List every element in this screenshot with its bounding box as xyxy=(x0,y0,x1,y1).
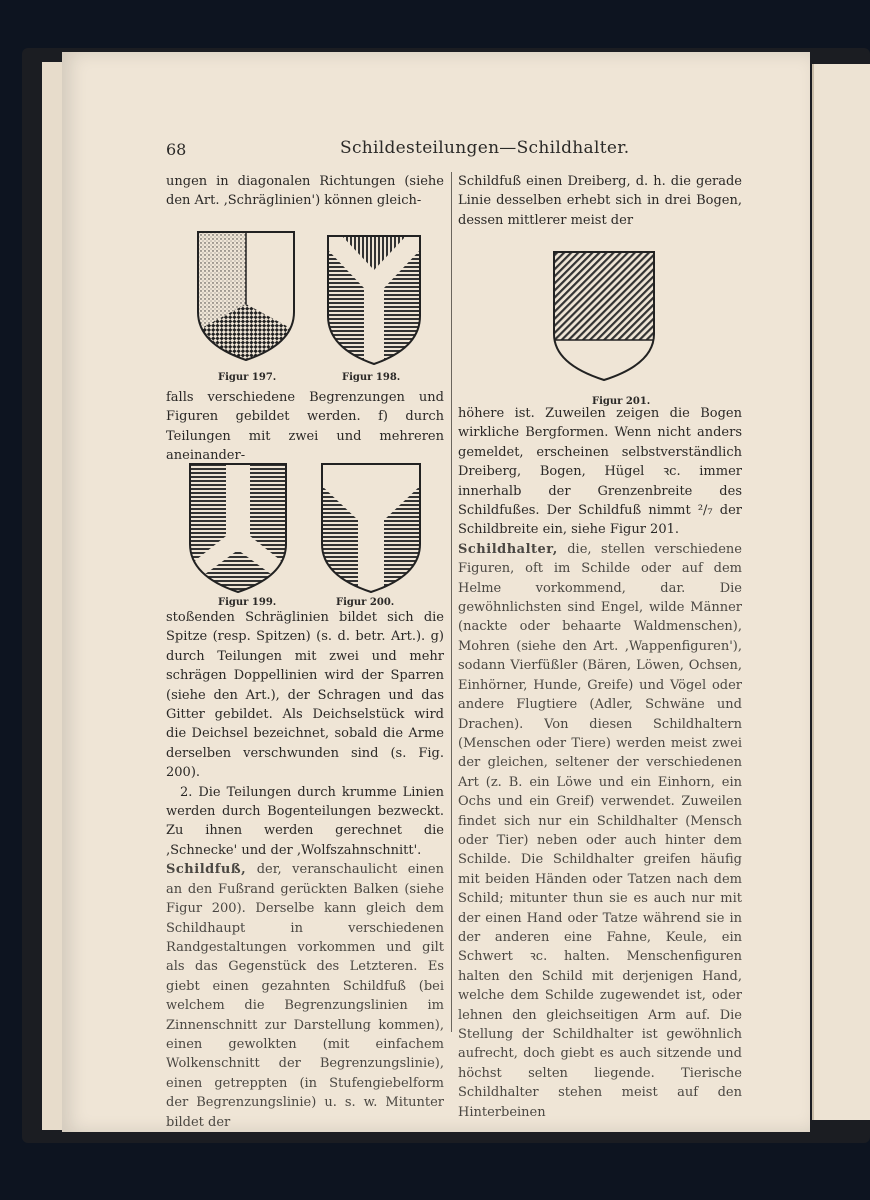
left-paragraph-2: falls verschiedene Begrenzungen und Figuren gebildet werden. f) durch Teilungen mit zwei und mehreren aneinander- xyxy=(166,390,444,464)
figure-200-shield xyxy=(318,460,424,596)
page-number: 68 xyxy=(166,140,187,159)
right-paragraph-2: höhere ist. Zuweilen zeigen die Bogen wirkliche Bergformen. Wenn nicht anders gemeldet, erscheinen selbstverständlich Dreiberg, Bogen, Hügel ꝛc. immer innerhalb der Grenzenbreite des Schildfußes. Der Schildfuß nimmt ²/₇ der Schildbreite ein, siehe Figur 201. xyxy=(458,406,742,538)
right-paragraph-3-text: die, stellen verschiedene Figuren, oft im Schilde oder auf dem Helme vorkommend, dar. Die gewöhnlichsten sind Engel, wilde Männer (nackte oder behaarte Waldmenschen), Mohren (siehe den Art. ‚Wappenfiguren'), sodann Vierfüßler (Bären, Löwen, Ochsen, Einhörner, Hunde, Greife) und Vögel oder andere Flugtiere (Adler, Schwäne und Drachen). Von diesen Schildhaltern (Menschen oder Tiere) werden meist zwei der gleichen, seltener der verschiedenen Art (z. B. ein Löwe und ein Einhorn, ein Ochs und ein Greif) verwendet. Zuweilen findet sich nur ein Schildhalter (Mensch oder Tier) neben oder auch hinter dem Schilde. Die Schildhalter greifen häufig mit beiden Händen oder Tatzen nach dem Schild; mitunter thun sie es auch nur mit der einen Hand oder Tatze während sie in der anderen eine Fahne, Keule, ein Schwert ꝛc. halten. Menschenfiguren halten den Schild mit derjenigen Hand, welche dem Schilde zugewendet ist, oder lehnen den gleichseitigen Arm auf. Die Stellung der Schildhalter ist gewöhnlich aufrecht, doch giebt es auch sitzende und höchst selten liegende. Tierische Schildhalter stehen meist auf den Hinterbeinen xyxy=(458,541,742,1120)
figure-198-shield xyxy=(322,230,426,370)
left-paragraph-4: 2. Die Teilungen durch krumme Linien werden durch Bogenteilungen bezweckt. Zu ihnen werden gerechnet die ‚Schnecke' und der ‚Wolfszahnschnitt'. xyxy=(166,784,444,858)
left-paragraph-1: ungen in diagonalen Richtungen (siehe den Art. ‚Schräglinien') können gleich- xyxy=(166,174,444,209)
caption-figure-198: Figur 198. xyxy=(342,372,401,383)
figure-197-shield xyxy=(192,226,300,366)
caption-figure-197: Figur 197. xyxy=(218,372,277,383)
facing-page-edge xyxy=(812,64,870,1120)
caption-figure-201: Figur 201. xyxy=(592,396,651,407)
right-text-top xyxy=(458,172,742,230)
figure-199-shield xyxy=(186,460,290,596)
caption-figure-199: Figur 199. xyxy=(218,597,277,608)
caption-figure-200: Figur 200. xyxy=(336,597,395,608)
left-text-bottom xyxy=(166,608,444,1132)
column-divider xyxy=(451,172,452,1032)
figure-201-shield xyxy=(548,246,660,386)
left-text-top xyxy=(166,172,444,211)
left-paragraph-3: stoßenden Schräglinien bildet sich die Spitze (resp. Spitzen) (s. d. betr. Art.). g) durch Teilungen mit zwei und mehr schrägen Doppellinien wird der Sparren (siehe den Art.), der Schragen und das Gitter gebildet. Als Deichselstück wird die Deichsel bezeichnet, sobald die Arme derselben verschwunden sind (s. Fig. 200). xyxy=(166,610,444,781)
right-paragraph-1: Schildfuß einen Dreiberg, d. h. die gerade Linie desselben erhebt sich in drei Bogen, dessen mittlerer meist der xyxy=(458,174,742,228)
running-title: Schildesteilungen—Schildhalter. xyxy=(340,138,630,158)
right-text-bottom xyxy=(458,404,742,1122)
keyword-schildfuss: Schildfuß, xyxy=(166,862,247,878)
right-paragraph-3 xyxy=(458,540,742,1122)
keyword-schildhalter: Schildhalter, xyxy=(458,541,558,557)
left-paragraph-5 xyxy=(166,860,444,1132)
left-paragraph-5-text: der, veranschaulicht einen an den Fußrand gerückten Balken (siehe Figur 200). Derselbe kann gleich dem Schildhaupt in verschiedenen Randgestaltungen vorkommen und gilt als das Gegenstück des Letzteren. Es giebt einen gezahnten Schildfuß (bei welchem die Begrenzungslinien im Zinnenschnitt zur Darstellung kommen), einen gewolkten (mit einfachem Wolkenschnitt der Begrenzungslinie), einen getreppten (in Stufengiebelform der Begrenzungslinie) u. s. w. Mitunter bildet der xyxy=(166,862,444,1130)
left-text-middle xyxy=(166,388,444,466)
